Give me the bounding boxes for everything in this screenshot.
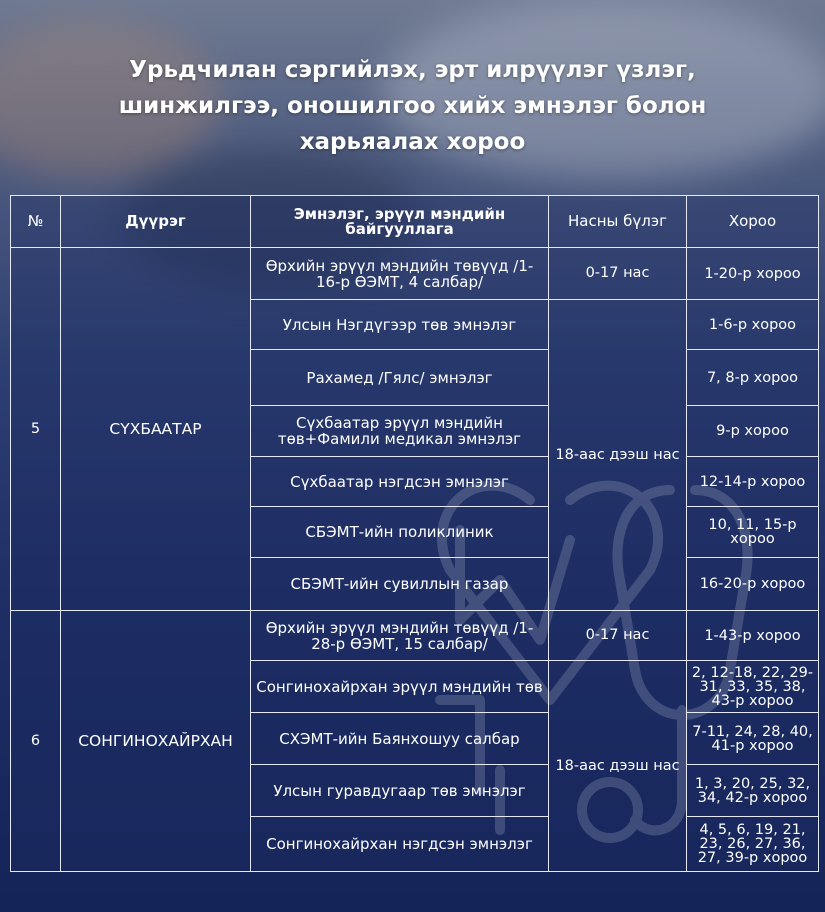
khoroo-list: 9-р хороо xyxy=(687,406,819,457)
org-name: Сонгинохайрхан эрүүл мэндийн төв xyxy=(251,661,549,713)
org-name: СБЭМТ-ийн сувиллын газар xyxy=(251,558,549,611)
header-age: Насны бүлэг xyxy=(549,196,687,248)
age-group: 18-аас дээш нас xyxy=(549,661,687,872)
age-group: 18-аас дээш нас xyxy=(549,300,687,611)
khoroo-list: 7-11, 24, 28, 40, 41-р хороо xyxy=(687,713,819,765)
khoroo-list: 1-20-р хороо xyxy=(687,248,819,300)
khoroo-list: 4, 5, 6, 19, 21, 23, 26, 27, 36, 27, 39-р хороо xyxy=(687,817,819,872)
org-name: Рахамед /Гялс/ эмнэлэг xyxy=(251,350,549,406)
khoroo-list: 2, 12-18, 22, 29-31, 33, 35, 38, 43-р хороо xyxy=(687,661,819,713)
row-number: 6 xyxy=(11,611,61,872)
org-name: Сүхбаатар эрүүл мэндийн төв+Фамили медикал эмнэлэг xyxy=(251,406,549,457)
org-name: Өрхийн эрүүл мэндийн төвүүд /1-16-р ӨЭМТ, 4 салбар/ xyxy=(251,248,549,300)
khoroo-list: 1-43-р хороо xyxy=(687,611,819,661)
org-name: СХЭМТ-ийн Баянхошуу салбар xyxy=(251,713,549,765)
org-name: Өрхийн эрүүл мэндийн төвүүд /1-28-р ӨЭМТ, 15 салбар/ xyxy=(251,611,549,661)
header-num: № xyxy=(11,196,61,248)
header-org: Эмнэлэг, эрүүл мэндийн байгууллага xyxy=(251,196,549,248)
org-name: Сонгинохайрхан нэгдсэн эмнэлэг xyxy=(251,817,549,872)
org-name: Улсын гуравдугаар төв эмнэлэг xyxy=(251,765,549,817)
khoroo-list: 16-20-р хороо xyxy=(687,558,819,611)
org-name: Улсын Нэгдүгээр төв эмнэлэг xyxy=(251,300,549,350)
org-name: Сүхбаатар нэгдсэн эмнэлэг xyxy=(251,457,549,507)
table-row xyxy=(11,611,819,661)
page-title: Урьдчилан сэргийлэх, эрт илрүүлэг үзлэг, шинжилгээ, оношилгоо хийх эмнэлэг болон харьяалах хороо xyxy=(118,57,707,155)
khoroo-list: 1-6-р хороо xyxy=(687,300,819,350)
table-header-row xyxy=(11,196,819,248)
khoroo-list: 1, 3, 20, 25, 32, 34, 42-р хороо xyxy=(687,765,819,817)
hospital-table xyxy=(10,195,819,872)
age-group: 0-17 нас xyxy=(549,248,687,300)
table-row xyxy=(11,248,819,300)
org-name: СБЭМТ-ийн поликлиник xyxy=(251,507,549,558)
khoroo-list: 10, 11, 15-р хороо xyxy=(687,507,819,558)
header-khoroo: Хороо xyxy=(687,196,819,248)
district-name: СОНГИНОХАЙРХАН xyxy=(61,611,251,872)
age-group: 0-17 нас xyxy=(549,611,687,661)
header-district: Дүүрэг xyxy=(61,196,251,248)
khoroo-list: 7, 8-р хороо xyxy=(687,350,819,406)
district-name: СҮХБААТАР xyxy=(61,248,251,611)
row-number: 5 xyxy=(11,248,61,611)
khoroo-list: 12-14-р хороо xyxy=(687,457,819,507)
